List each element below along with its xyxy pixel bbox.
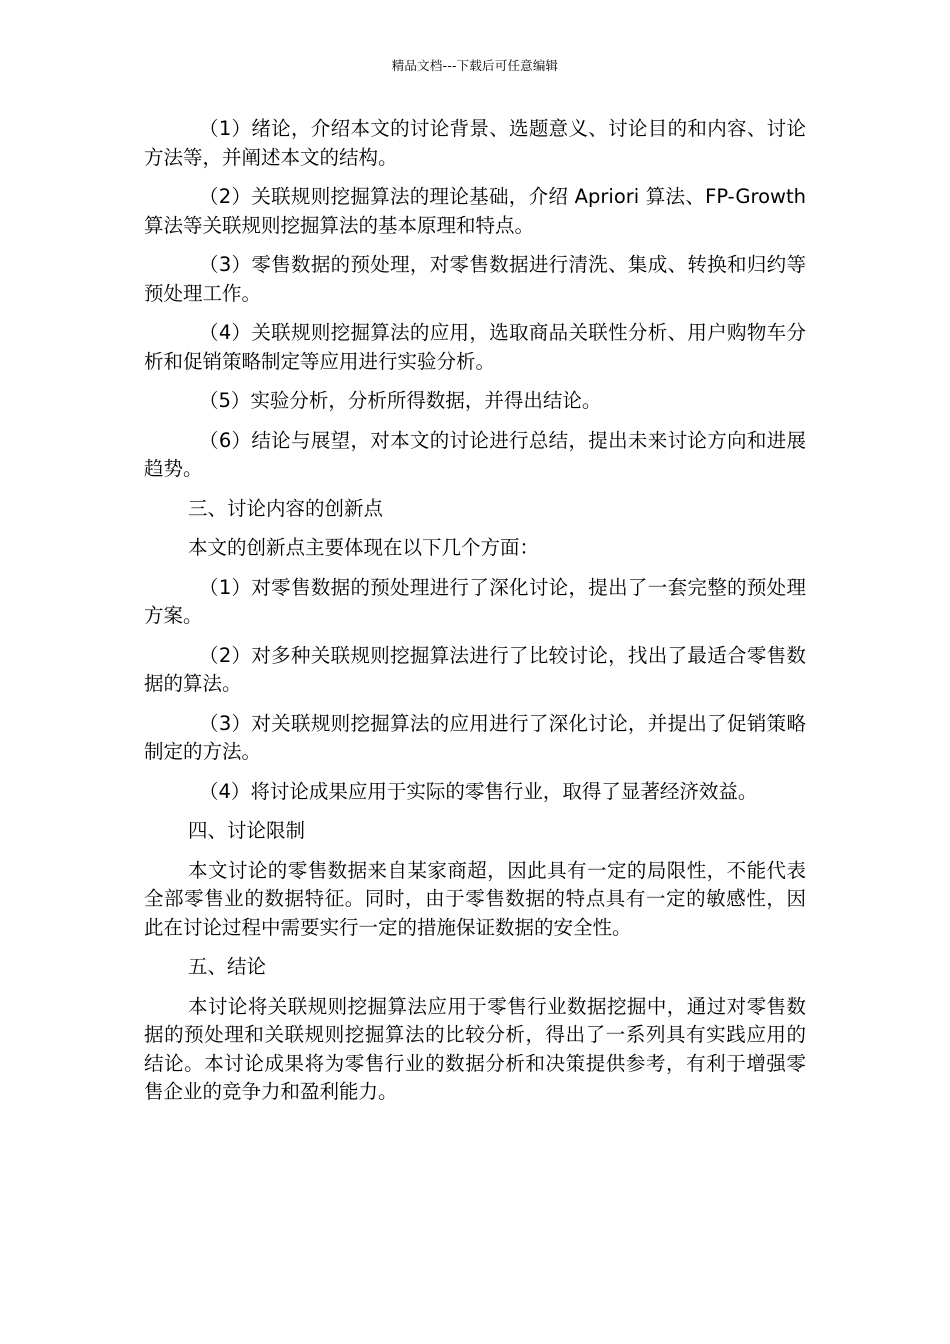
outline-item-experiment: （5）实验分析，分析所得数据，并得出结论。 [199,389,602,412]
section-heading-innovation: 三、讨论内容的创新点 [188,496,384,520]
outline-item-preprocessing: （3）零售数据的预处理，对零售数据进行清洗、集成、转换和归约等预处理工作。 [144,253,806,305]
document-body [144,115,806,1118]
conclusion-paragraph: 本讨论将关联规则挖掘算法应用于零售行业数据挖掘中，通过对零售数据的预处理和关联规则挖掘算法的比较分析，得出了一系列具有实践应用的结论。本讨论成果将为零售行业的数据分析和决策提供参考，有利于增强零售企业的竞争力和盈利能力。 [144,994,806,1103]
innovation-item-3: （3）对关联规则挖掘算法的应用进行了深化讨论，并提出了促销策略制定的方法。 [144,711,806,763]
innovation-item-4: （4）将讨论成果应用于实际的零售行业，取得了显著经济效益。 [199,779,758,803]
outline-item-application: （4）关联规则挖掘算法的应用，选取商品关联性分析、用户购物车分析和促销策略制定等应用进行实验分析。 [144,321,806,373]
limitations-paragraph: 本文讨论的零售数据来自某家商超，因此具有一定的局限性，不能代表全部零售业的数据特征。同时，由于零售数据的特点具有一定的敏感性，因此在讨论过程中需要实行一定的措施保证数据的安全性。 [144,858,806,939]
page-header: 精品文档---下载后可任意编辑 [391,58,559,73]
section-heading-conclusion: 五、结论 [188,955,267,978]
outline-item-introduction: （1）绪论，介绍本文的讨论背景、选题意义、讨论目的和内容、讨论方法等，并阐述本文的结构。 [144,117,806,169]
innovation-intro: 本文的创新点主要体现在以下几个方面： [188,536,540,559]
outline-item-theory: （2）关联规则挖掘算法的理论基础，介绍 Apriori 算法、FP-Growth 算法等关联规则挖掘算法的基本原理和特点。 [144,185,806,237]
section-heading-limitations: 四、讨论限制 [188,819,306,842]
outline-item-conclusion: （6）结论与展望，对本文的讨论进行总结，提出未来讨论方向和进展趋势。 [144,428,806,480]
innovation-item-1: （1）对零售数据的预处理进行了深化讨论，提出了一套完整的预处理方案。 [144,575,806,627]
innovation-item-2: （2）对多种关联规则挖掘算法进行了比较讨论，找出了最适合零售数据的算法。 [144,643,806,695]
